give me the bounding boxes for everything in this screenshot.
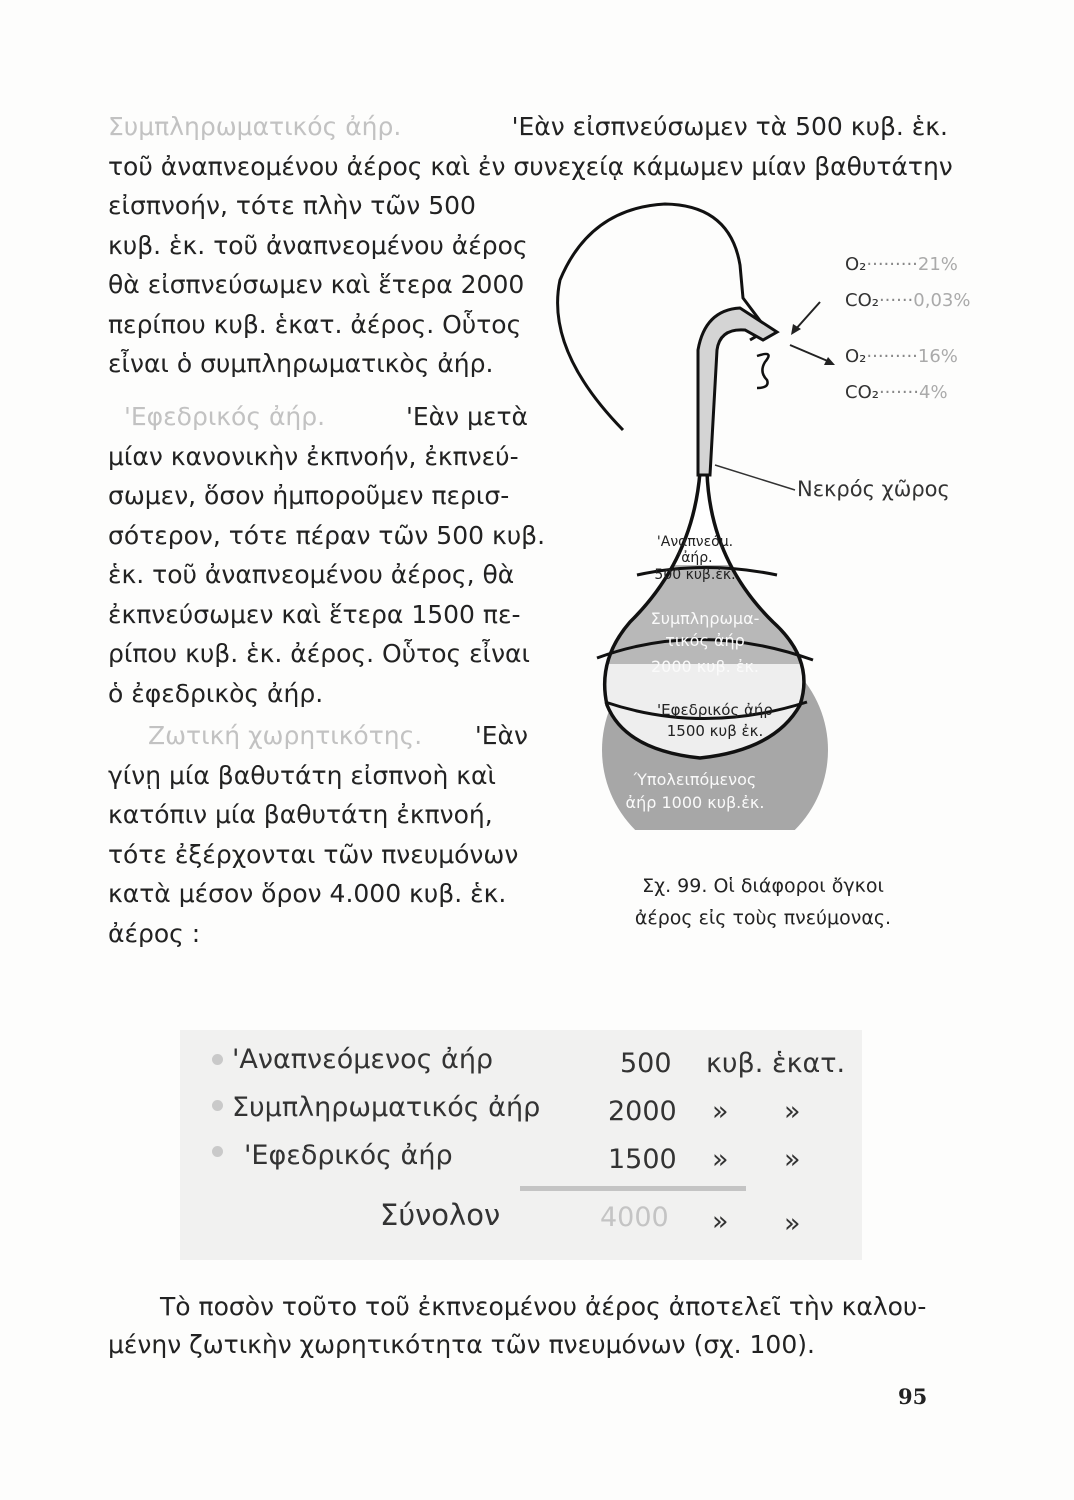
paragraph-line: ἑκ. τοῦ ἀναπνεομένου ἀέρος, θὰ bbox=[108, 560, 515, 589]
paragraph-line: μένην ζωτικὴν χωρητικότητα τῶν πνευμόνων (σχ. 100). bbox=[108, 1330, 815, 1359]
inhaled-o2-label: O₂·········21% bbox=[845, 254, 958, 275]
table-row-unit: » bbox=[712, 1144, 729, 1175]
paragraph-line: μίαν κανονικὴν ἐκπνοήν, ἐκπνεύ- bbox=[108, 441, 519, 471]
reserve-air-label: 'Εφεδρικός ἀήρ bbox=[657, 701, 773, 719]
airway bbox=[698, 308, 777, 475]
paragraph-line: εἶναι ὁ συμπληρωματικὸς ἀήρ. bbox=[108, 349, 494, 378]
table-row-value: 2000 bbox=[608, 1096, 677, 1127]
dead-space-label: Νεκρός χῶρος bbox=[797, 477, 950, 501]
bullet-icon bbox=[212, 1054, 223, 1065]
paragraph-line: θὰ εἰσπνεύσωμεν καὶ ἕτερα 2000 bbox=[108, 270, 525, 299]
table-row-unit: » bbox=[784, 1208, 801, 1239]
lung-volumes-figure bbox=[545, 190, 1015, 830]
table-row-label: 'Εφεδρικός ἀήρ bbox=[244, 1140, 453, 1171]
paragraph-reserve-air bbox=[108, 397, 546, 713]
paragraph-line: Τὸ ποσὸν τοῦτο τοῦ ἐκπνεομένου ἀέρος ἀποτελεῖ τὴν καλου- bbox=[160, 1292, 927, 1321]
section-heading: Ζωτική χωρητικότης. bbox=[148, 721, 423, 750]
paragraph-line: τοῦ ἀναπνεομένου ἀέρος καὶ ἐν συνεχείᾳ κάμωμεν μίαν βαθυτάτην bbox=[108, 151, 953, 181]
table-row-unit: » bbox=[784, 1144, 801, 1175]
paragraph-line: ρίπου κυβ. ἑκ. ἀέρος. Οὗτος εἶναι bbox=[108, 639, 530, 668]
paragraph-line bbox=[108, 107, 948, 147]
paragraph-line: κατὰ μέσον ὅρον 4.000 κυβ. ἑκ. bbox=[108, 879, 507, 908]
closing-paragraph bbox=[108, 1288, 938, 1364]
paragraph-line: ἐκπνεύσωμεν καὶ ἕτερα 1500 πε- bbox=[108, 599, 521, 629]
tidal-air-label: 500 κυβ.ἐκ. bbox=[654, 567, 736, 583]
sum-divider bbox=[520, 1186, 746, 1191]
table-row-label: 'Αναπνεόμενος ἀήρ bbox=[232, 1044, 494, 1075]
paragraph-line bbox=[108, 397, 528, 437]
text-run: 'Εὰν εἰσπνεύσωμεν τὰ 500 κυβ. ἑκ. bbox=[511, 112, 948, 141]
paragraph-line: εἰσπνοήν, τότε πλὴν τῶν 500 bbox=[108, 191, 476, 220]
table-row-unit: » bbox=[712, 1096, 729, 1127]
paragraph-vital-capacity bbox=[108, 716, 528, 953]
paragraph-line: ἀέρος : bbox=[108, 918, 201, 948]
complemental-air-label: 2000 κυβ. ἐκ. bbox=[650, 657, 760, 676]
table-row-unit: » bbox=[784, 1096, 801, 1127]
table-row-label: Συμπληρωματικός ἀήρ bbox=[232, 1092, 541, 1123]
paragraph-line: σωμεν, ὅσον ἠμποροῦμεν περισ- bbox=[108, 481, 510, 510]
page-number: 95 bbox=[898, 1384, 928, 1409]
paragraph-line: ὁ ἐφεδρικὸς ἀήρ. bbox=[108, 678, 324, 708]
section-heading: 'Εφεδρικός ἀήρ. bbox=[124, 402, 326, 431]
paragraph-line: κατόπιν μία βαθυτάτη ἐκπνοή, bbox=[108, 800, 493, 829]
table-row-value: 1500 bbox=[608, 1144, 677, 1175]
section-heading: Συμπληρωματικός ἀήρ. bbox=[108, 112, 402, 141]
residual-air-label: ἀήρ 1000 κυβ.ἐκ. bbox=[625, 793, 765, 812]
complemental-air-label: Συμπληρωμα- bbox=[650, 609, 760, 628]
table-row-value: 500 bbox=[620, 1048, 672, 1079]
tidal-air-label: 'ἀήρ. bbox=[677, 550, 713, 566]
paragraph-line: τότε ἐξέρχονται τῶν πνευμόνων bbox=[108, 839, 519, 869]
paragraph-line: κυβ. ἑκ. τοῦ ἀναπνεομένου ἀέρος bbox=[108, 230, 528, 260]
reserve-air-label: 1500 κυβ ἐκ. bbox=[666, 722, 764, 740]
table-row-unit: κυβ. bbox=[706, 1048, 764, 1079]
figure-caption bbox=[608, 870, 918, 934]
caption-line: Σχ. 99. Οἱ διάφοροι ὄγκοι bbox=[642, 875, 884, 897]
bullet-icon bbox=[212, 1100, 223, 1111]
total-label: Σύνολον bbox=[380, 1198, 501, 1232]
tidal-air-label: 'Αναπνεόμ. bbox=[656, 534, 734, 550]
residual-air-label: Ύπολειπόμενος bbox=[633, 770, 757, 789]
paragraph-line: περίπου κυβ. ἑκατ. ἀέρος. Οὗτος bbox=[108, 309, 522, 339]
text-run: 'Εὰν μετὰ bbox=[405, 402, 528, 431]
text-run: 'Εὰν bbox=[474, 721, 528, 750]
air-volume-table bbox=[180, 1030, 862, 1260]
exhaled-o2-label: O₂·········16% bbox=[845, 346, 958, 367]
table-row-unit: » bbox=[712, 1206, 729, 1237]
paragraph-line bbox=[108, 716, 528, 756]
bullet-icon bbox=[212, 1146, 223, 1157]
caption-line: ἀέρος εἰς τοὺς πνεύμονας. bbox=[634, 907, 892, 929]
complemental-air-label: τικός ἀήρ bbox=[665, 631, 745, 650]
inhaled-co2-label: CO₂······0,03% bbox=[845, 290, 971, 311]
total-value: 4000 bbox=[600, 1202, 669, 1233]
paragraph-line: γίνῃ μία βαθυτάτη εἰσπνοὴ καὶ bbox=[108, 760, 496, 790]
table-row-unit: ἑκατ. bbox=[772, 1048, 846, 1079]
paragraph-line: σότερον, τότε πέραν τῶν 500 κυβ. bbox=[108, 520, 546, 550]
exhaled-co2-label: CO₂·······4% bbox=[845, 382, 948, 403]
